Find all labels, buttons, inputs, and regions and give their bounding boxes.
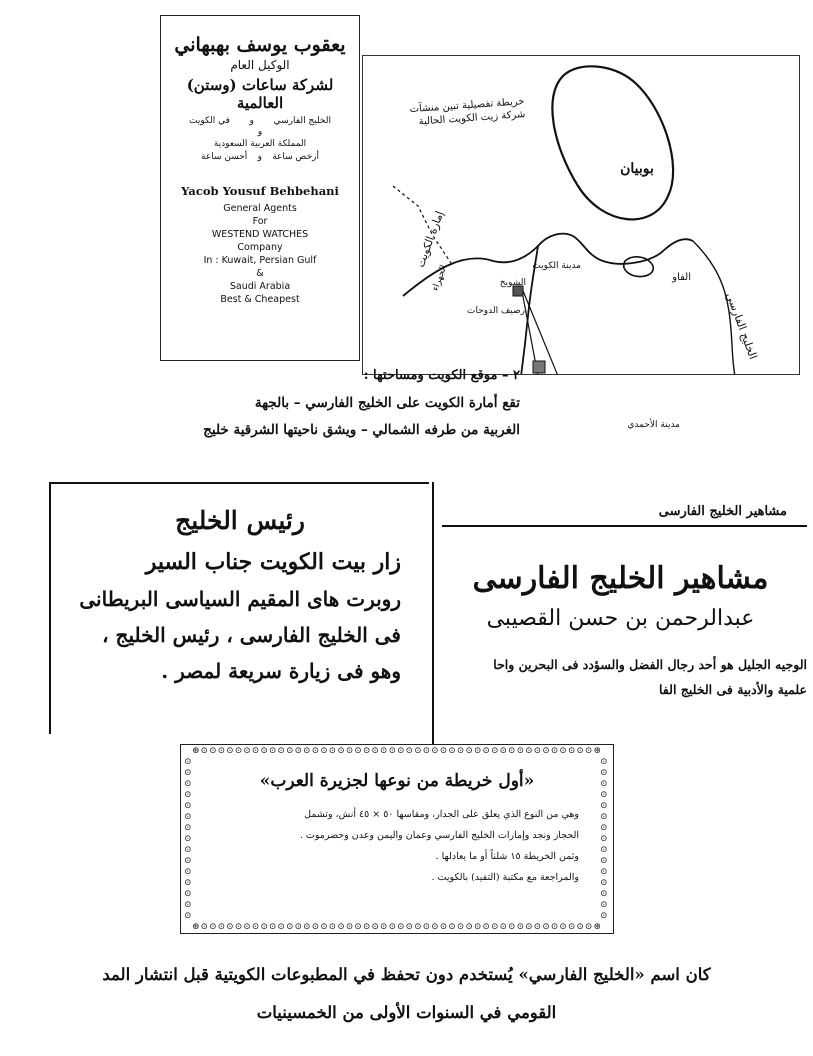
arabia-map-line-1: وهي من النوع الذي يعلق على الجدار، ومقاسها ٥٠ × ٤٥ أنش، وتشمل — [304, 809, 579, 820]
ad-arabic-company: لشركة ساعات (وستن) العالمية — [186, 76, 334, 112]
map-ahmadi-label: مدينة الأحمدي — [627, 420, 680, 430]
header-rule — [442, 525, 807, 527]
map-caption-text-2: الغربية من طرفه الشمالي – ويشق ناحيتها الشرقية خليج — [203, 422, 520, 438]
oil-facility-marker — [533, 361, 545, 373]
arabia-map-line-3: وثمن الخريطة ١٥ شلناً أو ما يعادلها . — [435, 851, 579, 862]
watch-advertisement — [160, 15, 360, 361]
ad-arabic-title: الوكيل العام — [230, 58, 290, 72]
ad-arabic-line2: و — [257, 127, 263, 137]
map-caption-heading: ٢ – موقع الكويت ومساحتها : — [363, 368, 520, 383]
kuwait-map-clipping — [362, 55, 800, 375]
gulf-chief-line-1: زار بيت الكويت جناب السير — [145, 549, 401, 575]
small-island-outline — [624, 257, 654, 277]
gulf-notables-subtitle: عبدالرحمن بن حسن القصيبى — [486, 606, 755, 631]
map-label-gulf: الخليج الفارسي — [723, 290, 760, 362]
map-caption-text-1: تقع أمارة الكويت على الخليج الفارسي – بالجهة — [254, 395, 520, 411]
ad-arabic-line1 — [161, 116, 359, 126]
ad-arabic-line4-mid: و — [257, 152, 262, 162]
gulf-chief-line-3: فى الخليج الفارسى ، رئيس الخليج ، — [102, 623, 401, 647]
arabia-map-title: «أول خريطة من نوعها لجزيرة العرب» — [259, 771, 535, 791]
bottom-dotted-border: ⊛⊙⊙⊙⊙⊙⊙⊙⊙⊙⊙⊙⊙⊙⊙⊙⊙⊙⊙⊙⊙⊙⊙⊙⊙⊙⊙⊙⊙⊙⊙⊙⊙⊙⊙⊙⊙⊙⊙⊙⊙⊙⊙⊙⊙⊙⊙⊛ — [192, 922, 602, 932]
map-label-top: خريطة تفصيلية تبين منشآت شركة زيت الكويت الحالية — [409, 96, 526, 128]
ad-arabic-line4-right: أحسن ساعة — [201, 152, 248, 162]
gulf-chief-article — [49, 482, 429, 734]
gulf-notables-line-1: الوجيه الجليل هو أحد رجال الفضل والسؤدد فى البحرين واحا — [493, 657, 807, 672]
ad-english-line3: WESTEND WATCHES — [211, 229, 309, 240]
ad-arabic-line4 — [161, 152, 359, 162]
gulf-notables-title: مشاهير الخليج الفارسى — [472, 561, 769, 596]
map-label-jahra: الجهراء — [430, 263, 450, 293]
right-dotted-border: ⊙ ⊙ ⊙ ⊙ ⊙ ⊙ ⊙ ⊙ ⊙ ⊙ ⊙ ⊙ ⊙ ⊙ ⊙ — [600, 757, 608, 921]
map-label-bubiyan: بوبيان — [620, 161, 654, 177]
ad-english-line8: Best & Cheapest — [220, 294, 300, 305]
ad-english-line2: For — [252, 216, 268, 227]
ad-arabic-line1-left: الخليج الفارسي — [273, 116, 331, 126]
ad-arabic-line1-mid: و — [249, 116, 254, 126]
ad-arabic-line3: المملكة العربية السعودية — [213, 139, 307, 149]
ad-english-line1: General Agents — [223, 203, 297, 214]
figure-caption-line-1: كان اسم «الخليج الفارسي» يُستخدم دون تحفظ في المطبوعات الكويتية قبل انتشار المد — [102, 965, 711, 984]
gulf-chief-line-2: روبرت هاى المقيم السياسى البريطانى — [79, 587, 401, 611]
arabia-map-advertisement — [180, 744, 614, 934]
gulf-chief-title: رئيس الخليج — [175, 506, 305, 535]
figure-caption-line-2: القومي في السنوات الأولى من الخمسينيات — [256, 1003, 557, 1022]
ad-english-line7: Saudi Arabia — [229, 281, 291, 292]
top-dotted-border: ⊛⊙⊙⊙⊙⊙⊙⊙⊙⊙⊙⊙⊙⊙⊙⊙⊙⊙⊙⊙⊙⊙⊙⊙⊙⊙⊙⊙⊙⊙⊙⊙⊙⊙⊙⊙⊙⊙⊙⊙⊙⊙⊙⊙⊙⊙⊙⊛ — [192, 746, 602, 756]
gulf-notables-article — [432, 482, 807, 744]
map-label-fao: الفاو — [672, 272, 691, 283]
map-label-shuwaikh: الشويخ — [499, 278, 526, 288]
bubiyan-island-outline — [552, 66, 673, 219]
map-label-emirate: إمارة الكويت — [413, 209, 447, 270]
ad-english-line6: & — [256, 268, 264, 279]
ad-english-name: Yacob Yousuf Behbehani — [181, 184, 339, 198]
gulf-notables-line-2: علمية والأدبية فى الخليج الفا — [659, 682, 807, 697]
arabia-map-line-4: والمراجعة مع مكتبة (التفيد) بالكويت . — [431, 872, 579, 883]
ad-english-line4: Company — [237, 242, 283, 253]
ad-english-line5: In : Kuwait, Persian Gulf — [203, 255, 317, 266]
ad-arabic-line4-left: أرخص ساعة — [272, 152, 319, 162]
map-label-dohas: رصيف الدوحات — [467, 306, 525, 316]
map-label-city: مدينة الكويت — [532, 261, 581, 271]
ad-arabic-name: يعقوب يوسف بهبهاني — [174, 34, 346, 56]
ad-arabic-line1-right: في الكويت — [189, 116, 230, 126]
left-dotted-border: ⊙ ⊙ ⊙ ⊙ ⊙ ⊙ ⊙ ⊙ ⊙ ⊙ ⊙ ⊙ ⊙ ⊙ ⊙ — [184, 757, 192, 921]
arabia-map-line-2: الحجاز ونجد وإمارات الخليج الفارسي وعمان واليمن وعدن وحضرموت . — [299, 830, 579, 841]
gulf-chief-line-4: وهو فى زيارة سريعة لمصر . — [161, 659, 401, 683]
gulf-notables-header: مشاهير الخليج الفارسى — [658, 504, 787, 519]
